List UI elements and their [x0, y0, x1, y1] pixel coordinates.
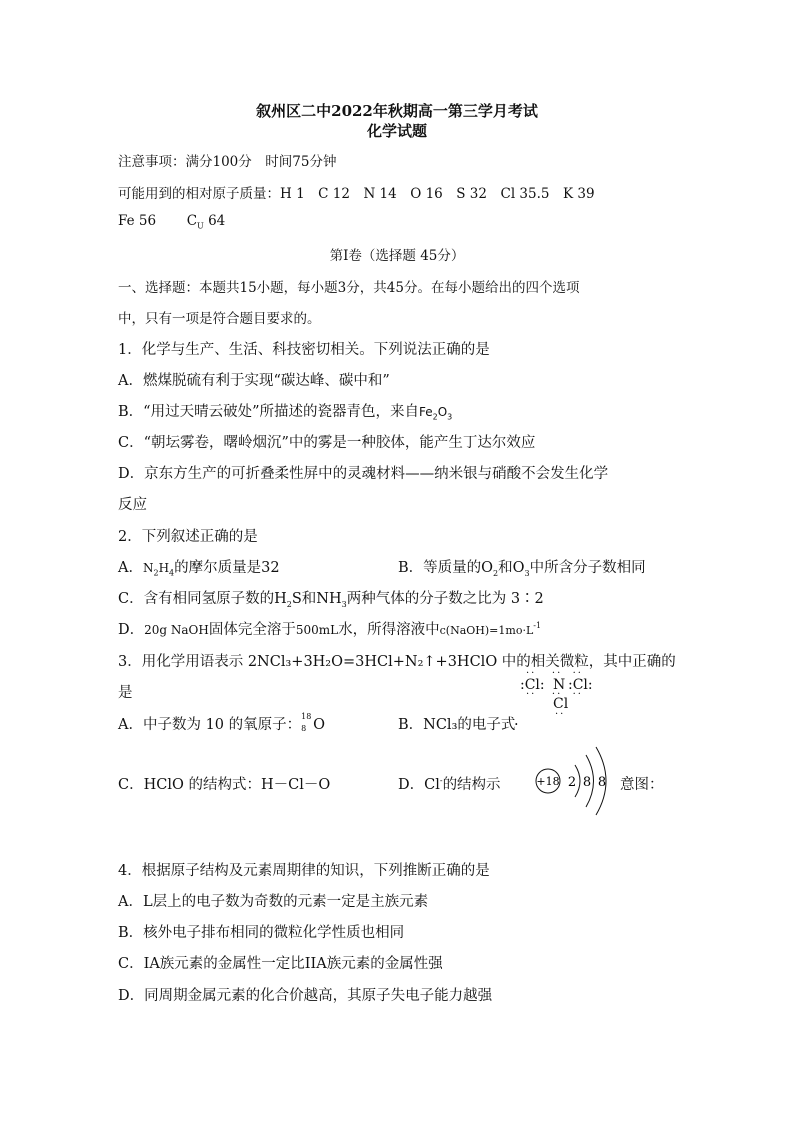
q2-b-pre: B．等质量的O [398, 560, 494, 576]
q2-d-exp: -1 [533, 621, 542, 631]
section-instruction-line2: 中，只有一项是符合题目要求的。 [118, 311, 321, 327]
q2-d-mass: 20g NaOH [144, 623, 209, 637]
ncl3-n: N [553, 677, 566, 693]
atomic-masses-line2 [118, 213, 225, 231]
q2-c-sub3: 3 [341, 599, 347, 609]
notice-text: 注意事项：满分100分 时间75分钟 [118, 154, 337, 170]
ncl3-mid-dots: ·· ·· ·· [526, 689, 583, 700]
q2-a-sub2: 2 [153, 568, 159, 578]
q2-stem: 2．下列叙述正确的是 [118, 529, 258, 545]
q3-isotope-notation [301, 712, 313, 734]
q2-b-sub3: 3 [524, 568, 530, 578]
q2-c-rest: 两种气体的分子数之比为 3∶2 [346, 591, 544, 607]
q1-stem: 1．化学与生产、生活、科技密切相关。下列说法正确的是 [118, 342, 490, 358]
q2-option-d [118, 618, 541, 639]
q2-a-h: H [158, 561, 170, 575]
q1-option-d-line2: 反应 [118, 497, 147, 513]
q1-option-b-text: B．“用过天晴云破处”所描述的瓷器青色，来自 [118, 404, 419, 420]
q2-b-mid: 和O [498, 560, 525, 576]
exam-title: 叙州区二中2022年秋期高一第三学月考试 [256, 102, 538, 120]
q3-a-text: A．中子数为 10 的氧原子： [118, 717, 302, 733]
q2-d-mid: 固体完全溶于 [208, 622, 296, 638]
q2-d-conc: c(NaOH)=1mo [439, 624, 523, 637]
q2-d-label: D． [118, 622, 145, 638]
q2-d-unit: ·L [522, 624, 534, 637]
q2-b-sub2: 2 [493, 568, 499, 578]
q3-oxygen-symbol: O [313, 717, 326, 733]
q3-option-d [398, 773, 501, 794]
q3-mass-number: 18 [301, 712, 312, 721]
q1-option-b [118, 400, 452, 421]
ncl3-bottom-cl: Cl [553, 696, 569, 712]
shell-3-electrons: 8 [597, 775, 607, 790]
nucleus-charge: +18 [536, 775, 560, 788]
q2-option-b [398, 556, 646, 578]
q2-d-volume: 500mL [295, 623, 339, 637]
q4-option-c: C．IA族元素的金属性一定比IIA族元素的金属性强 [118, 956, 443, 972]
cu-mass: 64 [208, 213, 226, 229]
q1-formula-2: 2 [432, 412, 438, 422]
shell-2-electrons: 8 [582, 775, 592, 790]
ncl3-bottom-dots: ·· [555, 709, 566, 720]
shell-1-electrons: 2 [567, 775, 577, 790]
cl-ion-structure-diagram [528, 745, 618, 817]
q4-stem: 4．根据原子结构及元素周期律的知识，下列推断正确的是 [118, 863, 490, 879]
q1-option-c: C．“朝坛雾卷，曙岭烟沉”中的雾是一种胶体，能产生丁达尔效应 [118, 435, 536, 451]
q2-c-mid: S和NH [291, 591, 342, 607]
q3-option-a [118, 713, 325, 734]
q2-a-rest: 的摩尔质量是32 [174, 560, 280, 576]
q3-stem-line1: 3．用化学用语表示 2NCl₃+3H₂O=3HCl+N₂↑+3HClO 中的相关微粒，其中正确的 [118, 654, 676, 670]
q4-option-a: A．L层上的电子数为奇数的元素一定是主族元素 [118, 894, 429, 910]
q4-option-b: B．核外电子排布相同的微粒化学性质也相同 [118, 925, 405, 941]
q1-formula-fe: Fe [418, 405, 433, 419]
q3-d-charge: - [439, 776, 443, 786]
ncl3-top-dots: ·· ·· ·· [526, 668, 583, 679]
q3-option-c: C．HClO 的结构式：H－Cl－O [118, 777, 331, 793]
cu-symbol-u: U [197, 221, 204, 231]
q2-a-formula [142, 561, 175, 578]
section-instruction-line1: 一、选择题：本题共15小题，每小题3分，共45分。在每小题给出的四个选项 [118, 280, 580, 296]
ncl3-right-cl: :Cl: [568, 677, 593, 693]
q2-c-sub2: 2 [286, 599, 292, 609]
q1-formula-3: 3 [447, 412, 453, 422]
q2-b-rest: 中所含分子数相同 [529, 560, 646, 576]
q1-option-a: A．燃煤脱硫有利于实现“碳达峰、碳中和” [118, 373, 390, 389]
cu-symbol-c: C [186, 213, 198, 229]
q1-option-d-line1: D．京东方生产的可折叠柔性屏中的灵魂材料——纳米银与硝酸不会发生化学 [118, 466, 609, 482]
q1-formula-o: O [437, 405, 448, 419]
q2-option-a [118, 556, 280, 577]
ncl3-left-cl: :Cl: [520, 677, 545, 693]
q3-stem-line2: 是 [118, 685, 133, 701]
q2-c-pre: C．含有相同氢原子数的H [118, 591, 287, 607]
q1-formula [418, 405, 453, 422]
q3-option-b: B．NCl₃的电子式 [398, 717, 516, 733]
q3-d-pre: D．Cl [398, 777, 440, 793]
section-title: 第Ⅰ卷（选择题 45分） [329, 248, 465, 264]
q2-a-sub4: 4 [169, 568, 175, 578]
q3-option-d-post: 意图： [620, 777, 664, 793]
q3-d-mid: 的结构示 [442, 777, 501, 793]
fe-mass: Fe 56 [118, 213, 157, 229]
q2-a-label: A． [118, 560, 143, 576]
q3-atomic-number: 8 [301, 724, 307, 733]
q2-d-rest: 水，所得溶液中 [338, 622, 440, 638]
atomic-masses-line1: 可能用到的相对原子质量：H 1 C 12 N 14 O 16 S 32 Cl 35.5 K 39 [118, 186, 595, 202]
q4-option-d: D．同周期金属元素的化合价越高，其原子失电子能力越强 [118, 988, 493, 1004]
q2-option-c [118, 587, 544, 609]
subject-title: 化学试题 [366, 122, 427, 140]
q3-option-b-period: . [514, 713, 519, 729]
ncl3-electron-formula [520, 668, 620, 720]
q2-a-n: N [142, 561, 154, 575]
